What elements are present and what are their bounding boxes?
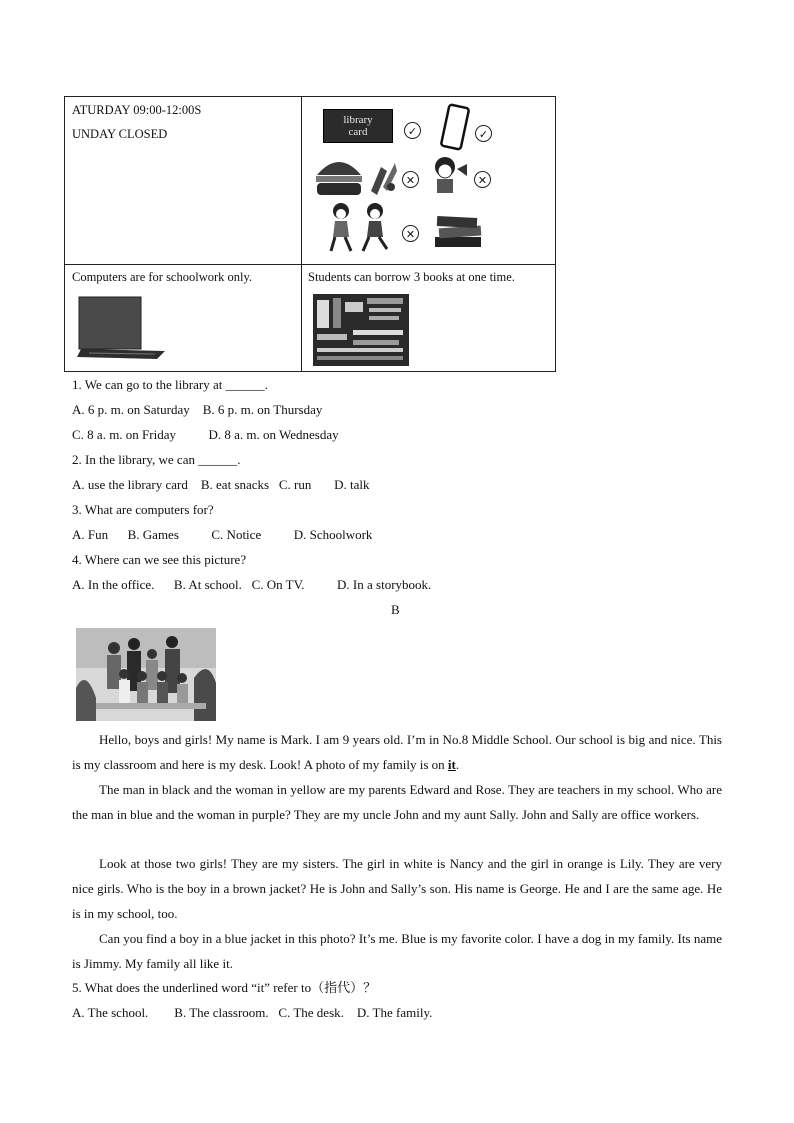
table-divider-vertical [301,97,302,371]
not-allowed-cross-icon: ✕ [402,171,419,188]
snacks-icon [367,157,399,197]
allowed-check-icon: ✓ [404,122,421,139]
question-1-stem: 1. We can go to the library at ______. [72,377,268,392]
passage-paragraph-1 [72,727,722,777]
passage-paragraph-2: The man in black and the woman in yellow are my parents Edward and Rose. They are teachers in my school. Who are the man in blue and the woman in purple? They are my uncle John and my aunt Sally. John and Sally are office workers. [72,782,722,822]
family-photo [76,628,216,721]
question-4-stem: 4. Where can we see this picture? [72,552,247,567]
question-1-options-ab: A. 6 p. m. on Saturday B. 6 p. m. on Thursday [72,402,323,417]
passage-p1-text: Hello, boys and girls! My name is Mark. I am 9 years old. I’m in No.8 Middle School. Our school is big and nice. This is my classroom and here is my desk. Look! A photo of my family is on [72,732,722,772]
not-allowed-cross-icon: ✕ [402,225,419,242]
passage-paragraph-4: Can you find a boy in a blue jacket in this photo? It’s me. Blue is my favorite color. I have a dog in my family. Its name is Jimmy. My family all like it. [72,931,722,971]
books-rule-text: Students can borrow 3 books at one time. [308,270,515,284]
phone-icon [439,103,475,153]
passage-p1-end: . [455,757,460,772]
question-3-options: A. Fun B. Games C. Notice D. Schoolwork [72,527,373,542]
allowed-check-icon: ✓ [475,125,492,142]
computers-rule-text: Computers are for schoolwork only. [72,270,253,284]
question-2-options: A. use the library card B. eat snacks C. run D. talk [72,477,370,492]
question-5-stem: 5. What does the underlined word “it” refer to（指代）？ [72,980,377,995]
question-1-options-cd: C. 8 a. m. on Friday D. 8 a. m. on Wednesday [72,427,339,442]
not-allowed-cross-icon: ✕ [474,171,491,188]
opening-hours-saturday: ATURDAY 09:00-12:00S [72,103,202,117]
passage-paragraph-3: Look at those two girls! They are my sisters. The girl in white is Nancy and the girl in orange is Lily. They are very nice girls. Who is the boy in a brown jacket? He is John and Sally’s son. His name is George. He and I are the same age. He is in my school, too. [72,856,722,921]
question-3-stem: 3. What are computers for? [72,502,214,517]
question-2-stem: 2. In the library, we can ______. [72,452,241,467]
underlined-word-it: it [447,757,456,772]
library-card-icon [323,109,393,143]
library-card-label-1: library [343,114,373,126]
question-5-options: A. The school. B. The classroom. C. The desk. D. The family. [72,1005,433,1020]
laptop-image [75,295,169,361]
library-notice-table [64,96,556,372]
talking-girl-icon [429,153,473,197]
opening-hours-sunday: UNDAY CLOSED [72,127,168,141]
table-divider-horizontal [65,264,555,265]
question-4-options: A. In the office. B. At school. C. On TV. D. In a storybook. [72,577,432,592]
books-stack-icon [431,211,487,251]
running-kids-icon [327,201,399,257]
bookshelf-image [313,294,409,366]
library-card-label-2: card [348,126,368,138]
burger-icon [313,153,365,199]
section-b-heading: B [391,602,400,617]
